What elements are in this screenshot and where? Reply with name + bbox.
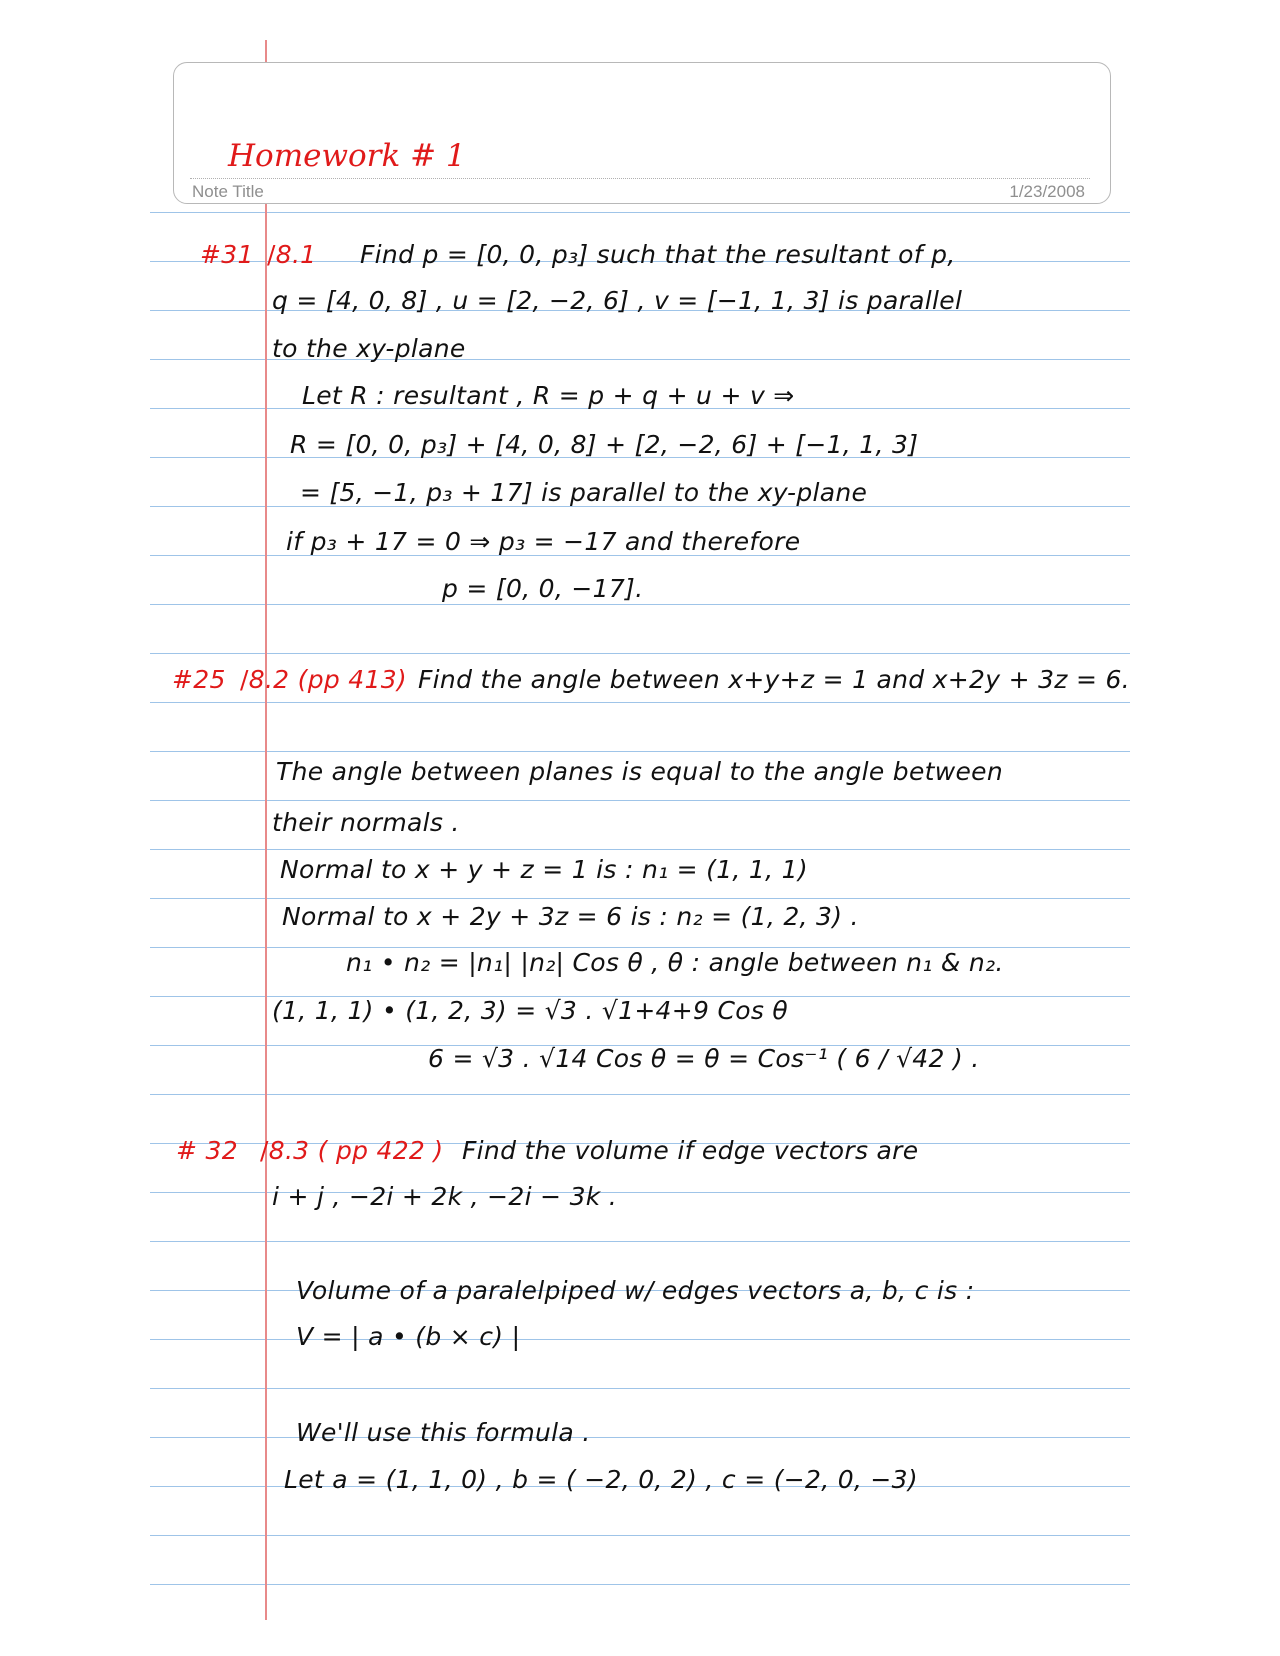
solution-line: = [5, −1, p₃ + 17] is parallel to the xy-plane [300, 478, 868, 507]
problem-section: /8.3 ( pp 422 ) [260, 1136, 444, 1165]
homework-heading: Homework # 1 [228, 138, 466, 174]
title-divider [190, 178, 1090, 179]
solution-line: i + j , −2i + 2k , −2i − 3k . [272, 1182, 618, 1211]
ruled-line [150, 898, 1130, 899]
solution-line: to the xy-plane [272, 334, 466, 363]
ruled-line [150, 653, 1130, 654]
ruled-line [150, 751, 1130, 752]
solution-line: n₁ • n₂ = |n₁| |n₂| Cos θ , θ : angle between n₁ & n₂. [346, 948, 1004, 977]
note-date: 1/23/2008 [1009, 182, 1085, 201]
solution-line: p = [0, 0, −17]. [442, 574, 644, 603]
solution-line: Normal to x + 2y + 3z = 6 is : n₂ = (1, 2, 3) . [282, 902, 859, 931]
ruled-line [150, 1535, 1130, 1536]
ruled-line [150, 604, 1130, 605]
solution-line: V = | a • (b × c) | [296, 1322, 521, 1351]
solution-line: The angle between planes is equal to the angle between [276, 757, 1003, 786]
ruled-line [150, 1388, 1130, 1389]
solution-line: R = [0, 0, p₃] + [4, 0, 8] + [2, −2, 6] + [−1, 1, 3] [290, 430, 919, 459]
ruled-line [150, 1241, 1130, 1242]
note-title-label: Note Title [192, 182, 264, 201]
ruled-line [150, 849, 1130, 850]
ruled-line [150, 212, 1130, 213]
solution-line: Normal to x + y + z = 1 is : n₁ = (1, 1, 1) [280, 855, 808, 884]
problem-number: #31 [200, 240, 254, 269]
solution-line: Volume of a paralelpiped w/ edges vectors a, b, c is : [296, 1276, 975, 1305]
ruled-line [150, 1584, 1130, 1585]
ruled-line [150, 800, 1130, 801]
solution-line: Find p = [0, 0, p₃] such that the resultant of p, [360, 240, 956, 269]
solution-line: (1, 1, 1) • (1, 2, 3) = √3 . √1+4+9 Cos θ [272, 996, 788, 1025]
margin-line [265, 40, 267, 1620]
solution-line: We'll use this formula . [296, 1418, 591, 1447]
solution-line: if p₃ + 17 = 0 ⇒ p₃ = −17 and therefore [286, 527, 801, 556]
solution-line: Find the volume if edge vectors are [462, 1136, 919, 1165]
problem-number: #25 [172, 665, 226, 694]
solution-line: their normals . [272, 808, 460, 837]
solution-line: 6 = √3 . √14 Cos θ = θ = Cos⁻¹ ( 6 / √42 ) . [428, 1044, 980, 1073]
solution-line: q = [4, 0, 8] , u = [2, −2, 6] , v = [−1, 1, 3] is parallel [272, 286, 963, 315]
solution-line: Find the angle between x+y+z = 1 and x+2y + 3z = 6. [418, 665, 1130, 694]
solution-line: Let a = (1, 1, 0) , b = ( −2, 0, 2) , c = (−2, 0, −3) [284, 1465, 918, 1494]
problem-section: /8.2 (pp 413) [240, 665, 407, 694]
note-title-box[interactable] [173, 62, 1111, 204]
problem-section: /8.1 [267, 240, 317, 269]
problem-number: # 32 [176, 1136, 238, 1165]
ruled-line [150, 1094, 1130, 1095]
ruled-line [150, 702, 1130, 703]
solution-line: Let R : resultant , R = p + q + u + v ⇒ [302, 381, 795, 410]
